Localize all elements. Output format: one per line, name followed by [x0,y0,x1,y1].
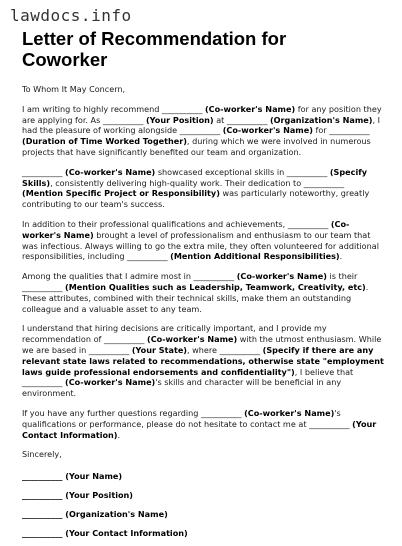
signature-organization: __________ (Organization's Name) [22,508,168,519]
paragraph-professionalism: In addition to their professional qualifications and achievements, __________ (Co-worker's Name) brought a level of professionalism and enthusiasm to our team that was infectious. Always willing to go the extra mile, they often volunteered for additional responsibilities, including __________ (Mention Additional Responsibilities). [22,218,379,262]
title-line-1: Letter of Recommendation for [22,28,287,49]
paragraph-intro: I am writing to highly recommend __________ (Co-worker's Name) for any position they are applying for. As __________ (Your Position) at __________ (Organization's Name), I had the pleasure of working alongside __________ (Co-worker's Name) for __________ (Duration of Time Worked Together), during which we were involved in numerous projects that have significantly benefited our team and organization. [22,103,382,157]
paragraph-recommendation: I understand that hiring decisions are critically important, and I provide my recommendation of __________ (Co-worker's Name) with the utmost enthusiasm. While we are based in __________ (Your State), where __________ (Specify if there are any relevant state laws related to recommendations, otherwise state "employment laws guide professional endorsements and confidentiality"), I believe that __________ (Co-worker's Name)'s skills and character will be beneficial in any environment. [22,323,384,399]
greeting: To Whom It May Concern, [22,84,126,94]
document-title [22,28,387,70]
closing: Sincerely, [22,449,62,460]
letter-document [22,28,387,546]
paragraph-skills: __________ (Co-worker's Name) showcased exceptional skills in __________ (Specify Skills), consistently delivering high-quality work. Their dedication to __________ (Mention Specific Project or Responsibility) was particularly noteworthy, greatly contributing to our team's success. [22,166,370,210]
signature-name: __________ (Your Name) [22,471,123,482]
site-brand: lawdocs.info [10,6,132,25]
paragraph-qualities: Among the qualities that I admire most in __________ (Co-worker's Name) is their __________ (Mention Qualities such as Leadership, Teamwork, Creativity, etc). These attributes, combined with their technical skills, make them an outstanding colleague and a valuable asset to any team. [22,271,369,314]
signature-contact: __________ (Your Contact Information) [22,527,188,538]
paragraph-contact: If you have any further questions regarding __________ (Co-worker's Name)'s qualifications or performance, please do not hesitate to contact me at __________ (Your Contact Information). [22,407,377,440]
title-line-2: Coworker [22,49,108,70]
signature-position: __________ (Your Position) [22,489,133,500]
